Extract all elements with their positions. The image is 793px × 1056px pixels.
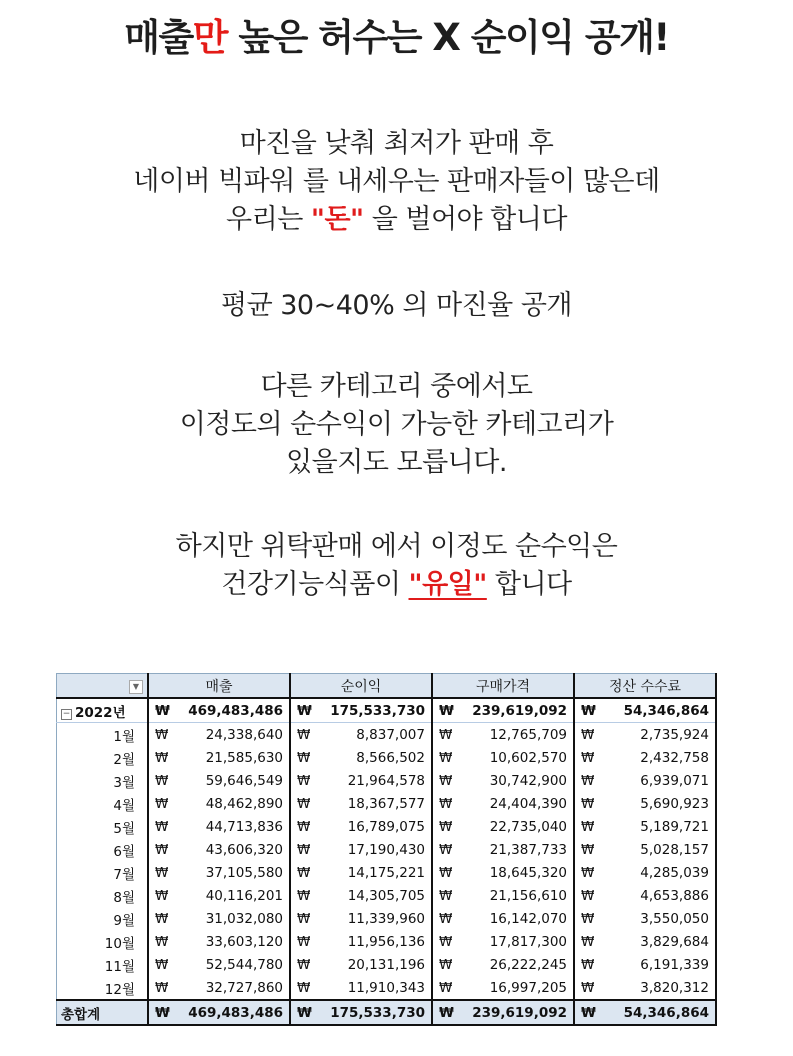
cell-value: 26,222,245 xyxy=(489,956,567,973)
column-header-purchase-price: 구매가격 xyxy=(432,674,574,699)
cell-value: 6,939,071 xyxy=(603,769,716,792)
currency-icon: ₩ xyxy=(574,976,603,1000)
cell-value: 11,956,136 xyxy=(347,933,425,950)
row-label: 4월 xyxy=(57,792,149,815)
cell-value: 16,142,070 xyxy=(489,910,567,927)
currency-icon: ₩ xyxy=(290,1000,319,1025)
currency-icon: ₩ xyxy=(432,723,461,747)
currency-icon: ₩ xyxy=(290,792,319,815)
cell-value: 4,285,039 xyxy=(603,861,716,884)
cell-value: 3,829,684 xyxy=(603,930,716,953)
year-label[interactable] xyxy=(57,698,149,723)
cell-value: 32,727,860 xyxy=(205,979,283,996)
cell-value: 20,131,196 xyxy=(347,956,425,973)
table-header-row xyxy=(57,674,717,699)
currency-icon: ₩ xyxy=(432,769,461,792)
cell-value: 5,690,923 xyxy=(603,792,716,815)
cell-value: 5,028,157 xyxy=(603,838,716,861)
row-filter-cell[interactable] xyxy=(57,674,149,699)
cell-value: 4,653,886 xyxy=(603,884,716,907)
currency-icon: ₩ xyxy=(290,976,319,1000)
row-label: 총합계 xyxy=(57,1000,149,1025)
p4-line2 xyxy=(0,566,793,604)
currency-icon: ₩ xyxy=(290,769,319,792)
p2-line1: 평균 30~40% 의 마진율 공개 xyxy=(221,290,572,321)
row-label: 9월 xyxy=(57,907,149,930)
cell-value: 11,910,343 xyxy=(347,979,425,996)
currency-icon: ₩ xyxy=(432,698,461,723)
currency-icon: ₩ xyxy=(148,746,177,769)
p3-line1: 다른 카테고리 중에서도 xyxy=(260,371,533,402)
paragraph-health-food xyxy=(0,528,793,604)
currency-icon: ₩ xyxy=(148,792,177,815)
table-row xyxy=(57,976,717,1000)
currency-icon: ₩ xyxy=(432,976,461,1000)
currency-icon: ₩ xyxy=(148,907,177,930)
currency-icon: ₩ xyxy=(432,884,461,907)
table-row xyxy=(57,769,717,792)
currency-icon: ₩ xyxy=(574,953,603,976)
table-row xyxy=(57,953,717,976)
cell-value: 21,156,610 xyxy=(489,887,567,904)
currency-icon: ₩ xyxy=(148,723,177,747)
table-row xyxy=(57,746,717,769)
title-part1: 매출 xyxy=(124,16,193,59)
currency-icon: ₩ xyxy=(148,953,177,976)
cell-value: 48,462,890 xyxy=(205,795,283,812)
p3-line3: 있을지도 모릅니다. xyxy=(286,447,507,478)
cell-value: 14,175,221 xyxy=(347,864,425,881)
cell-value: 11,339,960 xyxy=(347,910,425,927)
total-row xyxy=(57,1000,717,1025)
cell-value: 5,189,721 xyxy=(603,815,716,838)
cell-value: 33,603,120 xyxy=(205,933,283,950)
table-row xyxy=(57,930,717,953)
currency-icon: ₩ xyxy=(290,698,319,723)
cell-value: 21,964,578 xyxy=(347,772,425,789)
currency-icon: ₩ xyxy=(574,907,603,930)
p1-line3 xyxy=(0,201,793,239)
currency-icon: ₩ xyxy=(432,746,461,769)
column-header-settlement-fee: 정산 수수료 xyxy=(574,674,716,699)
cell-value: 2,432,758 xyxy=(603,746,716,769)
dropdown-arrow-icon[interactable]: ▼ xyxy=(129,680,143,694)
currency-icon: ₩ xyxy=(432,907,461,930)
cell-value: 3,550,050 xyxy=(603,907,716,930)
currency-icon: ₩ xyxy=(574,838,603,861)
cell-value: 59,646,549 xyxy=(205,772,283,789)
p4-line2-pre: 건강기능식품이 xyxy=(221,569,409,600)
table-row xyxy=(57,723,717,747)
cell-value: 31,032,080 xyxy=(205,910,283,927)
currency-icon: ₩ xyxy=(148,976,177,1000)
currency-icon: ₩ xyxy=(574,746,603,769)
currency-icon: ₩ xyxy=(432,930,461,953)
row-label: 5월 xyxy=(57,815,149,838)
cell-value: 2,735,924 xyxy=(603,723,716,747)
row-label: 3월 xyxy=(57,769,149,792)
currency-icon: ₩ xyxy=(574,861,603,884)
row-label: 12월 xyxy=(57,976,149,1000)
row-label: 8월 xyxy=(57,884,149,907)
currency-icon: ₩ xyxy=(290,838,319,861)
currency-icon: ₩ xyxy=(432,1000,461,1025)
currency-icon: ₩ xyxy=(432,861,461,884)
currency-icon: ₩ xyxy=(148,698,177,723)
p1-line3-post: 을 벌어야 합니다 xyxy=(363,204,567,235)
cell-value: 239,619,092 xyxy=(461,698,574,723)
cell-value: 30,742,900 xyxy=(489,772,567,789)
cell-value: 40,116,201 xyxy=(205,887,283,904)
cell-value: 8,837,007 xyxy=(356,726,425,743)
only-emphasis: "유일" xyxy=(408,569,487,600)
currency-icon: ₩ xyxy=(290,907,319,930)
row-label: 10월 xyxy=(57,930,149,953)
paragraph-category xyxy=(0,368,793,482)
currency-icon: ₩ xyxy=(290,746,319,769)
cell-value: 21,585,630 xyxy=(205,749,283,766)
cell-value: 16,997,205 xyxy=(489,979,567,996)
column-header-sales: 매출 xyxy=(148,674,290,699)
column-header-net-profit: 순이익 xyxy=(290,674,432,699)
currency-icon: ₩ xyxy=(432,838,461,861)
cell-value: 469,483,486 xyxy=(177,1000,290,1025)
currency-icon: ₩ xyxy=(574,815,603,838)
p4-line2-post: 합니다 xyxy=(486,569,572,600)
collapse-icon[interactable]: − xyxy=(62,708,71,719)
cell-value: 12,765,709 xyxy=(489,726,567,743)
currency-icon: ₩ xyxy=(148,861,177,884)
table-row xyxy=(57,884,717,907)
cell-value: 21,387,733 xyxy=(489,841,567,858)
cell-value: 16,789,075 xyxy=(347,818,425,835)
pivot-table xyxy=(56,673,717,1026)
cell-value: 14,305,705 xyxy=(347,887,425,904)
cell-value: 17,817,300 xyxy=(489,933,567,950)
cell-value: 8,566,502 xyxy=(356,749,425,766)
currency-icon: ₩ xyxy=(148,930,177,953)
paragraph-margin-rate xyxy=(0,287,793,325)
currency-icon: ₩ xyxy=(290,861,319,884)
row-label: 1월 xyxy=(57,723,149,747)
currency-icon: ₩ xyxy=(574,723,603,747)
row-label: 6월 xyxy=(57,838,149,861)
cell-value: 239,619,092 xyxy=(461,1000,574,1025)
table-row xyxy=(57,838,717,861)
p3-line2: 이정도의 순수익이 가능한 카테고리가 xyxy=(179,409,614,440)
currency-icon: ₩ xyxy=(432,792,461,815)
currency-icon: ₩ xyxy=(574,792,603,815)
currency-icon: ₩ xyxy=(574,930,603,953)
cell-value: 22,735,040 xyxy=(489,818,567,835)
cell-value: 18,367,577 xyxy=(347,795,425,812)
table-row xyxy=(57,792,717,815)
currency-icon: ₩ xyxy=(574,884,603,907)
cell-value: 24,404,390 xyxy=(489,795,567,812)
currency-icon: ₩ xyxy=(574,769,603,792)
cell-value: 469,483,486 xyxy=(177,698,290,723)
cell-value: 24,338,640 xyxy=(205,726,283,743)
cell-value: 54,346,864 xyxy=(603,698,716,723)
cell-value: 6,191,339 xyxy=(603,953,716,976)
currency-icon: ₩ xyxy=(574,1000,603,1025)
currency-icon: ₩ xyxy=(290,815,319,838)
year-label-text: 2022년 xyxy=(75,704,126,721)
cell-value: 52,544,780 xyxy=(205,956,283,973)
year-row xyxy=(57,698,717,723)
p4-line1: 하지만 위탁판매 에서 이정도 순수익은 xyxy=(175,531,618,562)
cell-value: 44,713,836 xyxy=(205,818,283,835)
currency-icon: ₩ xyxy=(432,815,461,838)
money-emphasis: "돈" xyxy=(310,204,364,235)
p1-line3-pre: 우리는 xyxy=(226,204,311,235)
currency-icon: ₩ xyxy=(148,815,177,838)
page-title xyxy=(124,10,668,66)
cell-value: 54,346,864 xyxy=(603,1000,716,1025)
currency-icon: ₩ xyxy=(148,1000,177,1025)
table-row xyxy=(57,907,717,930)
cell-value: 10,602,570 xyxy=(489,749,567,766)
row-label: 7월 xyxy=(57,861,149,884)
title-highlight: 만 xyxy=(192,16,227,59)
cell-value: 17,190,430 xyxy=(347,841,425,858)
cell-value: 175,533,730 xyxy=(319,1000,432,1025)
table-row xyxy=(57,815,717,838)
table-row xyxy=(57,861,717,884)
cell-value: 37,105,580 xyxy=(205,864,283,881)
p1-line1: 마진을 낮춰 최저가 판매 후 xyxy=(239,128,554,159)
currency-icon: ₩ xyxy=(290,930,319,953)
currency-icon: ₩ xyxy=(574,698,603,723)
currency-icon: ₩ xyxy=(290,723,319,747)
currency-icon: ₩ xyxy=(432,953,461,976)
paragraph-margin-intro xyxy=(0,125,793,239)
row-label: 2월 xyxy=(57,746,149,769)
cell-value: 18,645,320 xyxy=(489,864,567,881)
currency-icon: ₩ xyxy=(290,953,319,976)
currency-icon: ₩ xyxy=(290,884,319,907)
p1-line2: 네이버 빅파워 를 내세우는 판매자들이 많은데 xyxy=(133,166,660,197)
headline xyxy=(0,10,793,66)
cell-value: 43,606,320 xyxy=(205,841,283,858)
cell-value: 175,533,730 xyxy=(319,698,432,723)
row-label: 11월 xyxy=(57,953,149,976)
cell-value: 3,820,312 xyxy=(603,976,716,1000)
currency-icon: ₩ xyxy=(148,884,177,907)
currency-icon: ₩ xyxy=(148,838,177,861)
title-part2: 높은 허수는 X 순이익 공개! xyxy=(227,16,669,59)
currency-icon: ₩ xyxy=(148,769,177,792)
